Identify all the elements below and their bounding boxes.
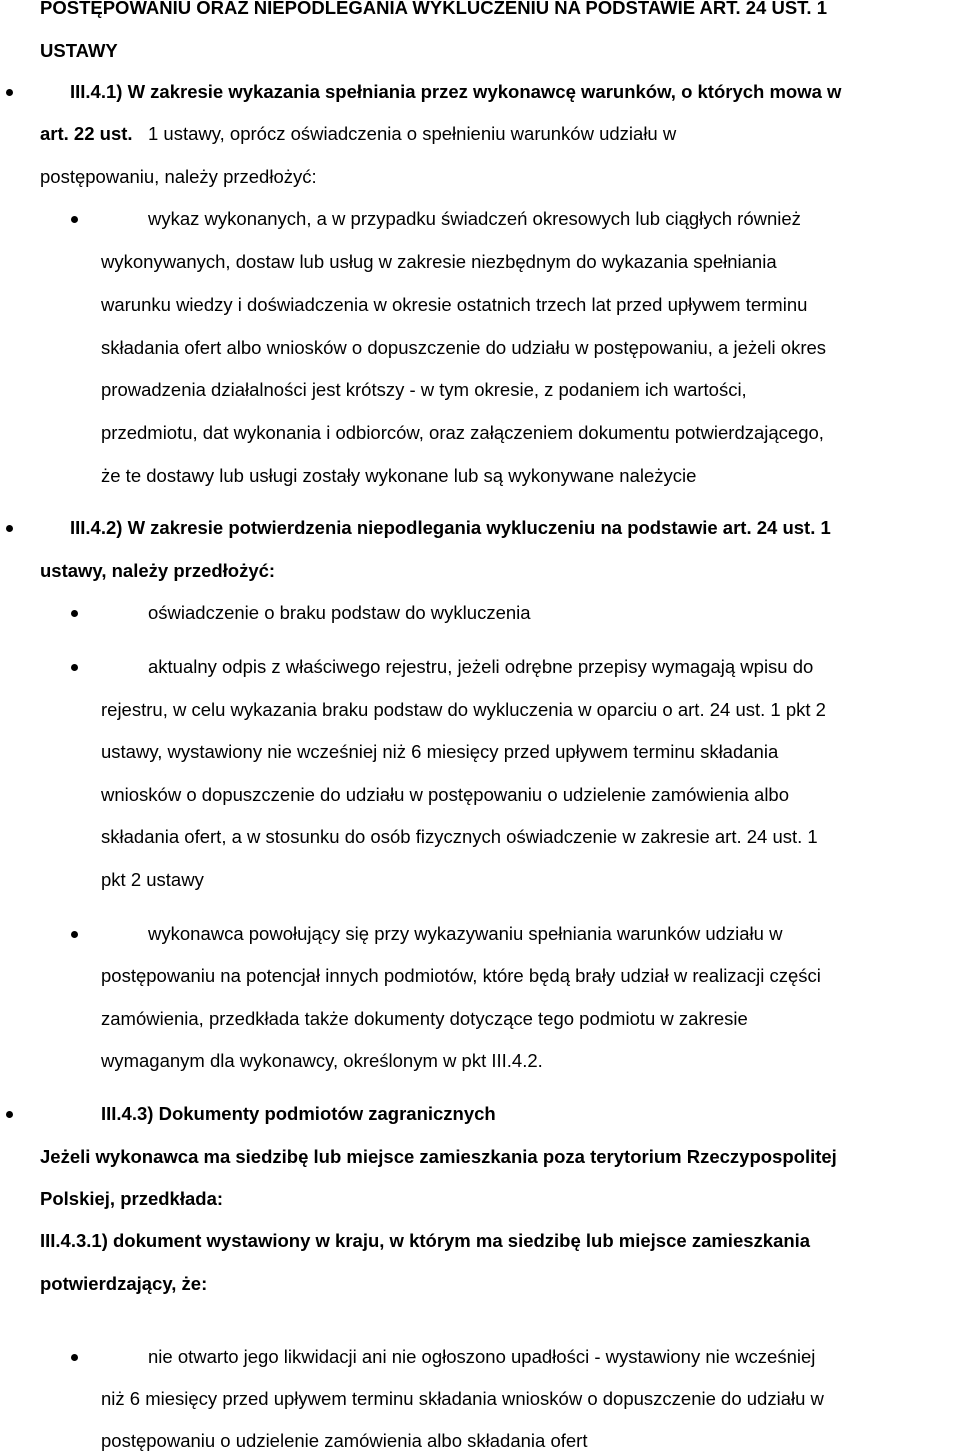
s2-item3-line-3: zamówienia, przedkłada także dokumenty dotyczące tego podmiotu w zakresie [101, 1008, 748, 1029]
s2-heading-line-2: ustawy, należy przedłożyć: [40, 560, 276, 581]
section-heading-line-2: USTAWY [40, 40, 118, 61]
bullet-icon [6, 89, 13, 96]
bullet-icon [71, 1354, 78, 1361]
s2-item2-line-3: ustawy, wystawiony nie wcześniej niż 6 miesięcy przed upływem terminu składania [101, 741, 779, 762]
bullet-icon [6, 525, 13, 532]
s2-item3-line-1: wykonawca powołujący się przy wykazywaniu spełniania warunków udziału w [148, 923, 783, 944]
s1-item1-line-3: warunku wiedzy i doświadczenia w okresie ostatnich trzech lat przed upływem terminu [101, 294, 808, 315]
s1-item1-line-7: że te dostawy lub usługi zostały wykonane lub są wykonywane należycie [101, 465, 697, 486]
s2-item2-line-6: pkt 2 ustawy [101, 869, 204, 890]
s1-heading-line-2b: 1 ustawy, oprócz oświadczenia o spełnieniu warunków udziału w [148, 123, 677, 144]
s3-heading-line-5: potwierdzający, że: [40, 1273, 208, 1294]
s2-item2-line-2: rejestru, w celu wykazania braku podstaw do wykluczenia w oparciu o art. 24 ust. 1 pkt 2 [101, 699, 826, 720]
s1-item1-line-1: wykaz wykonanych, a w przypadku świadczeń okresowych lub ciągłych również [148, 208, 801, 229]
section-heading-line-1: POSTĘPOWANIU ORAZ NIEPODLEGANIA WYKLUCZENIU NA PODSTAWIE ART. 24 UST. 1 [40, 0, 827, 18]
s3-item1-line-3: postępowaniu o udzielenie zamówienia albo składania ofert [101, 1430, 588, 1451]
s2-item3-line-2: postępowaniu na potencjał innych podmiotów, które będą brały udział w realizacji części [101, 965, 821, 986]
s2-heading-line-1: III.4.2) W zakresie potwierdzenia niepodlegania wykluczeniu na podstawie art. 24 ust. 1 [70, 517, 831, 538]
s1-item1-line-5: prowadzenia działalności jest krótszy - w tym okresie, z podaniem ich wartości, [101, 379, 747, 400]
s3-heading-line-3: Polskiej, przedkłada: [40, 1188, 224, 1209]
s1-item1-line-6: przedmiotu, dat wykonania i odbiorców, oraz załączeniem dokumentu potwierdzającego, [101, 422, 824, 443]
s3-heading-line-2: Jeżeli wykonawca ma siedzibę lub miejsce zamieszkania poza terytorium Rzeczypospolitej [40, 1146, 837, 1167]
s2-item2-line-1: aktualny odpis z właściwego rejestru, jeżeli odrębne przepisy wymagają wpisu do [148, 656, 814, 677]
s2-item2-line-4: wniosków o dopuszczenie do udziału w postępowaniu o udzielenie zamówienia albo [101, 784, 790, 805]
s1-heading-line-2a: art. 22 ust. [40, 123, 133, 144]
s2-item2-line-5: składania ofert, a w stosunku do osób fizycznych oświadczenie w zakresie art. 24 ust. 1 [101, 826, 818, 847]
bullet-icon [71, 931, 78, 938]
s3-item1-line-1: nie otwarto jego likwidacji ani nie ogłoszono upadłości - wystawiony nie wcześniej [148, 1346, 816, 1367]
s3-heading-line-1: III.4.3) Dokumenty podmiotów zagranicznych [101, 1103, 496, 1124]
bullet-icon [6, 1111, 13, 1118]
s2-item3-line-4: wymaganym dla wykonawcy, określonym w pkt III.4.2. [101, 1050, 543, 1071]
bullet-icon [71, 216, 78, 223]
s1-item1-line-2: wykonywanych, dostaw lub usług w zakresie niezbędnym do wykazania spełniania [101, 251, 777, 272]
s2-item1-text: oświadczenie o braku podstaw do wykluczenia [148, 602, 531, 623]
s3-item1-line-2: niż 6 miesięcy przed upływem terminu składania wniosków o dopuszczenie do udziału w [101, 1388, 824, 1409]
s3-heading-line-4: III.4.3.1) dokument wystawiony w kraju, w którym ma siedzibę lub miejsce zamieszkania [40, 1230, 811, 1251]
s1-heading-line-1: III.4.1) W zakresie wykazania spełniania przez wykonawcę warunków, o których mowa w [70, 81, 842, 102]
bullet-icon [71, 664, 78, 671]
s1-heading-line-3: postępowaniu, należy przedłożyć: [40, 166, 317, 187]
bullet-icon [71, 610, 78, 617]
s1-item1-line-4: składania ofert albo wniosków o dopuszczenie do udziału w postępowaniu, a jeżeli okres [101, 337, 827, 358]
